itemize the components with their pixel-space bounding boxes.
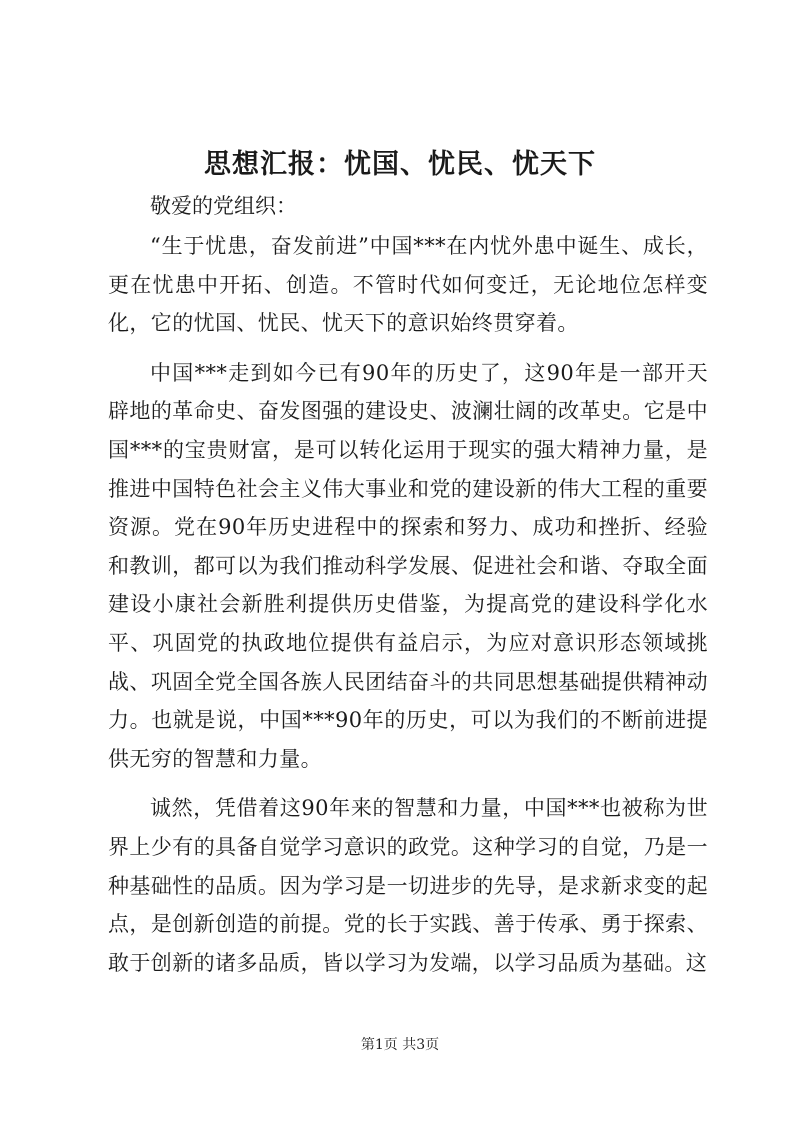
- paragraph: “生于忧患，奋发前进”中国***在内忧外患中诞生、成长，更在忧患中开拓、创造。不管时代如何变迁，无论地位怎样变化，它的忧国、忧民、忧天下的意识始终贯穿着。: [108, 234, 708, 336]
- document-body: [108, 227, 708, 993]
- page-number-footer: 第1页 共3页: [360, 1037, 440, 1053]
- paragraph: 中国***走到如今已有90年的历史了，这90年是一部开天辟地的革命史、奋发图强的建设史、波澜壮阔的改革史。它是中国***的宝贵财富，是可以转化运用于现实的强大精神力量，是推进中国特色社会主义伟大事业和党的建设新的伟大工程的重要资源。党在90年历史进程中的探索和努力、成功和挫折、经验和教训，都可以为我们推动科学发展、促进社会和谐、夺取全面建设小康社会新胜利提供历史借鉴，为提高党的建设科学化水平、巩固党的执政地位提供有益启示，为应对意识形态领域挑战、巩固全党全国各族人民团结奋斗的共同思想基础提供精神动力。也就是说，中国***90年的历史，可以为我们的不断前进提供无穷的智慧和力量。: [108, 360, 708, 771]
- document-title: 思想汇报：忧国、忧民、忧天下: [204, 149, 596, 180]
- paragraph: 诚然，凭借着这90年来的智慧和力量，中国***也被称为世界上少有的具备自觉学习意识的政党。这种学习的自觉，乃是一种基础性的品质。因为学习是一切进步的先导，是求新求变的起点，是创新创造的前提。党的长于实践、善于传承、勇于探索、敢于创新的诸多品质，皆以学习为发端，以学习品质为基础。这: [108, 796, 708, 975]
- salutation: 敬爱的党组织：: [150, 194, 297, 218]
